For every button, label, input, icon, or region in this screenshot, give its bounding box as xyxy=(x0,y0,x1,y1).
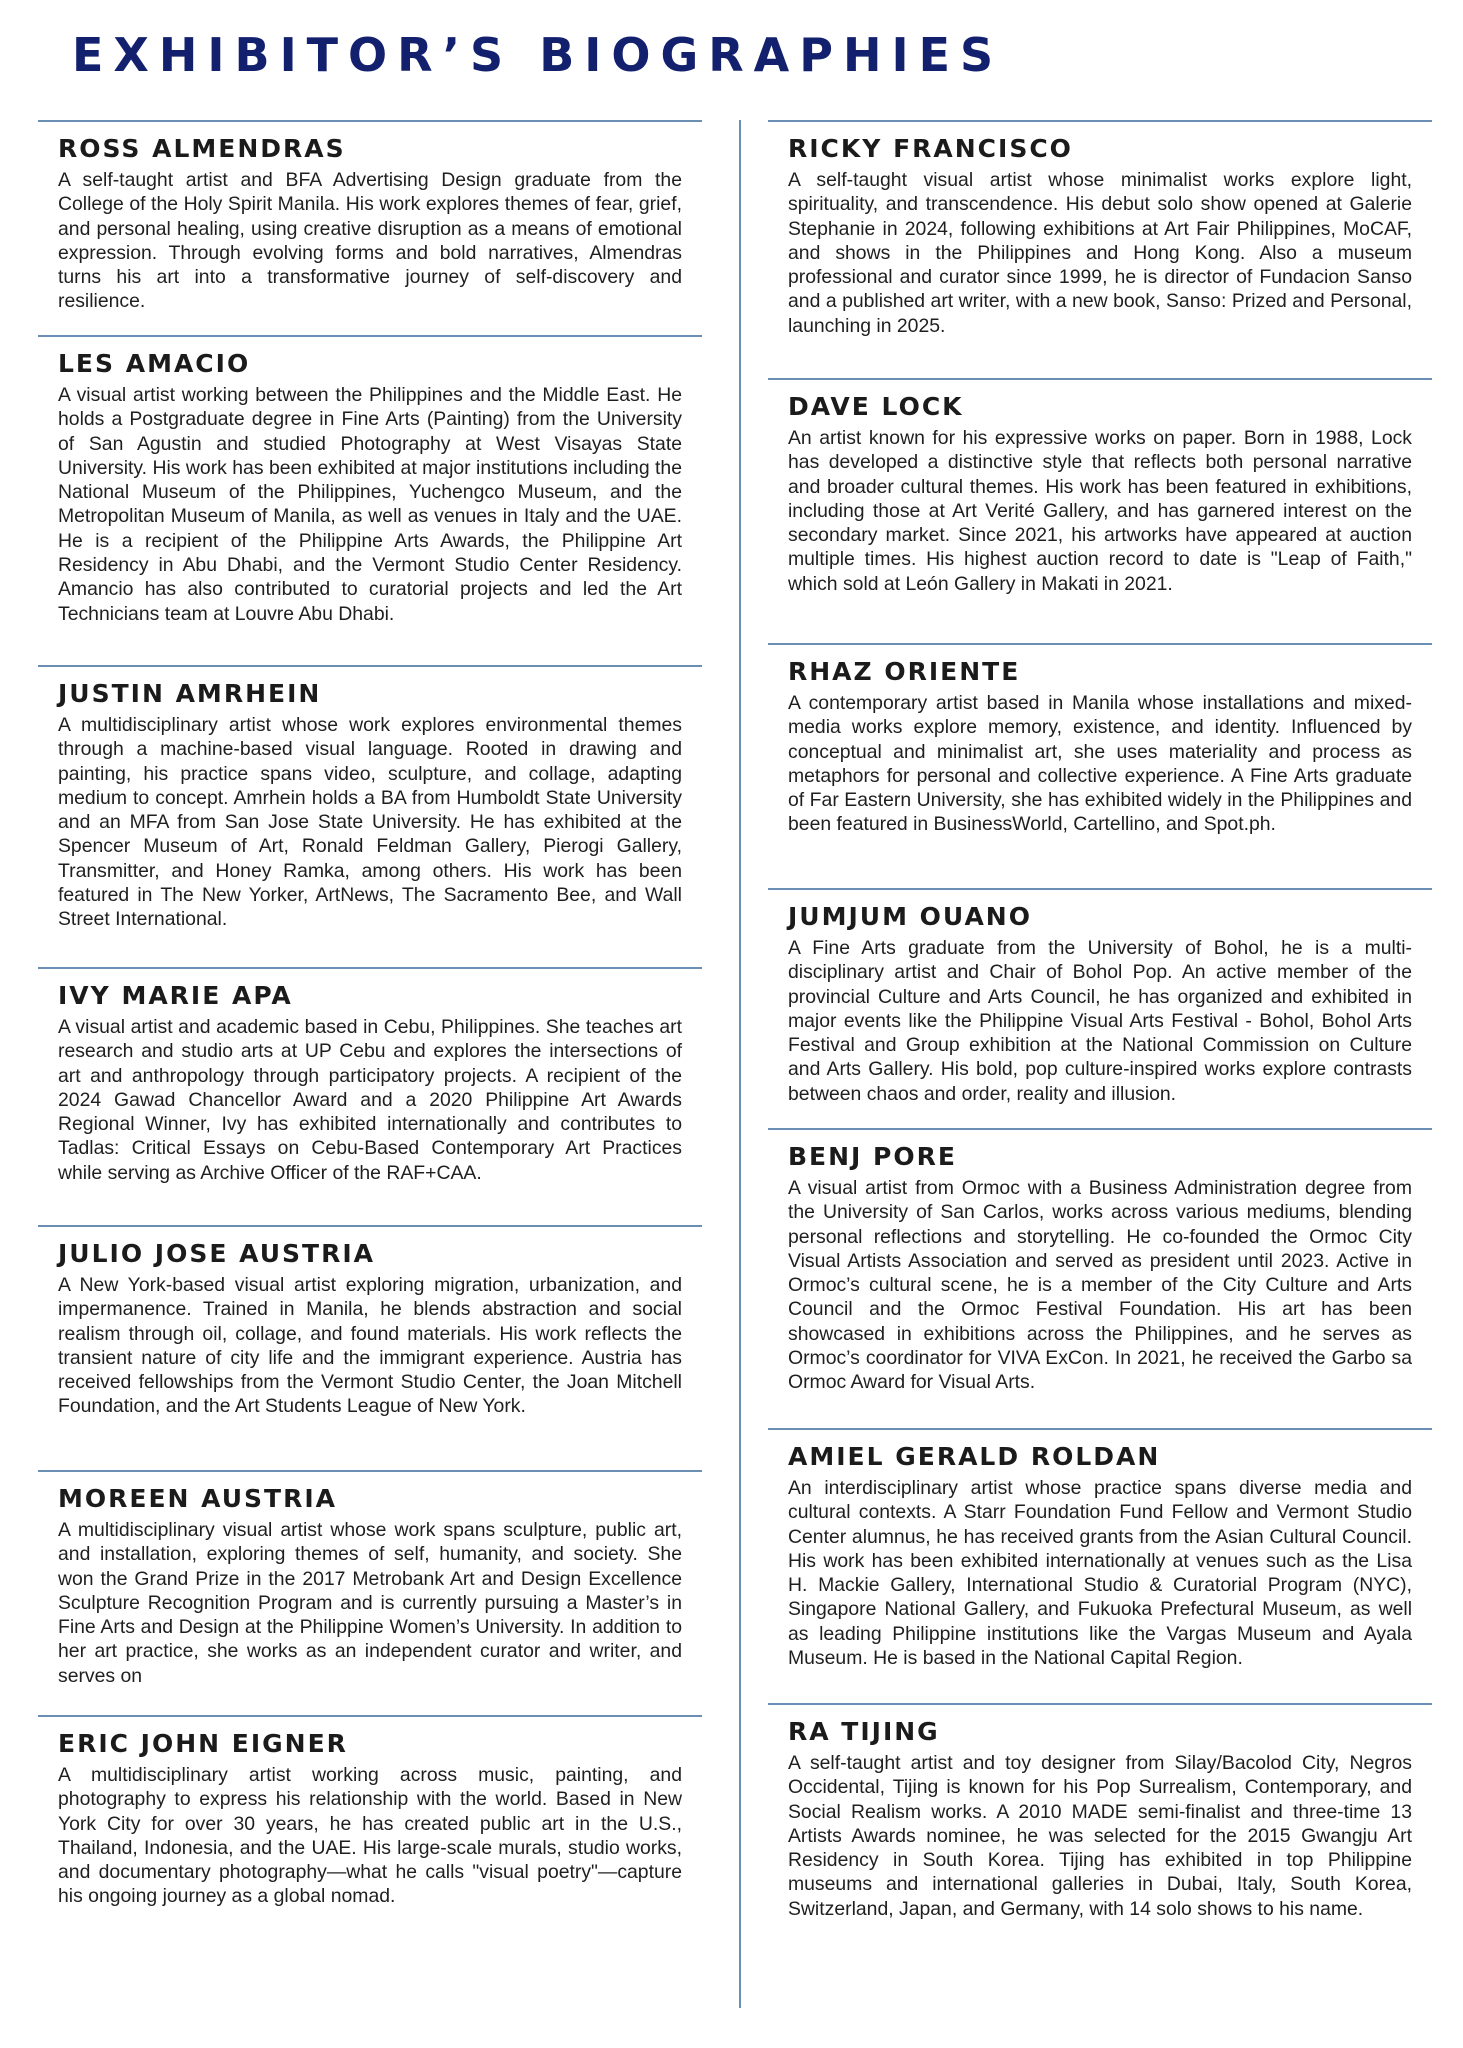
bio-name: RICKY FRANCISCO xyxy=(788,134,1073,163)
bio-julio-jose-austria xyxy=(38,1225,702,1470)
bio-ross-almendras xyxy=(38,120,702,335)
bio-text: A visual artist from Ormoc with a Business Administration degree from the University of San Carlos, works across various mediums, blending personal reflections and storytelling. He co-founded the Ormoc City Visual Artists Association and served as president until 2023. Active in Ormoc’s cultural scene, he is a member of the City Culture and Arts Council and the Ormoc Festival Foundation. His art has been showcased in exhibitions across the Philippines, and he serves as Ormoc’s coordinator for VIVA ExCon. In 2021, he received the Garbo sa Ormoc Award for Visual Arts. xyxy=(788,1177,1412,1394)
page-title: EXHIBITOR’S BIOGRAPHIES xyxy=(72,28,1004,82)
bio-name: ERIC JOHN EIGNER xyxy=(58,1729,348,1758)
bio-amiel-gerald-roldan xyxy=(768,1428,1432,1703)
bio-text: A multidisciplinary visual artist whose work spans sculpture, public art, and installation, exploring themes of self, humanity, and society. She won the Grand Prize in the 2017 Metrobank Art and Design Excellence Sculpture Recognition Program and is currently pursuing a Master’s in Fine Arts and Design at the Philippine Women’s University. In addition to her art practice, she works as an independent curator and writer, and serves on xyxy=(58,1519,682,1687)
bio-name: RHAZ ORIENTE xyxy=(788,657,1021,686)
bio-text: A self-taught visual artist whose minimalist works explore light, spirituality, and transcendence. His debut solo show opened at Galerie Stephanie in 2024, following exhibitions at Art Fair Philippines, MoCAF, and shows in the Philippines and Hong Kong. Also a museum professional and curator since 1999, he is director of Fundacion Sanso and a published art writer, with a new book, Sanso: Prized and Personal, launching in 2025. xyxy=(788,169,1412,337)
bio-les-amacio xyxy=(38,335,702,665)
bio-name: BENJ PORE xyxy=(788,1142,957,1171)
bio-ivy-marie-apa xyxy=(38,967,702,1225)
bio-name: IVY MARIE APA xyxy=(58,981,293,1010)
bio-name: AMIEL GERALD ROLDAN xyxy=(788,1442,1161,1471)
bio-name: LES AMACIO xyxy=(58,349,251,378)
bio-justin-amrhein xyxy=(38,665,702,967)
bio-dave-lock xyxy=(768,378,1432,643)
bio-text: A self-taught artist and BFA Advertising Design graduate from the College of the Holy Spirit Manila. His work explores themes of fear, grief, and personal healing, using creative disruption as a means of emotional expression. Through evolving forms and bold narratives, Almendras turns his art into a transformative journey of self-discovery and resilience. xyxy=(58,169,682,313)
right-column xyxy=(768,120,1432,2003)
bio-text: A visual artist working between the Philippines and the Middle East. He holds a Postgraduate degree in Fine Arts (Painting) from the University of San Agustin and studied Photography at West Visayas State University. His work has been exhibited at major institutions including the National Museum of the Philippines, Yuchengco Museum, and the Metropolitan Museum of Manila, as well as venues in Italy and the UAE. He is a recipient of the Philippine Arts Awards, the Philippine Art Residency in Abu Dhabi, and the Vermont Studio Center Residency. Amancio has also contributed to curatorial projects and led the Art Technicians team at Louvre Abu Dhabi. xyxy=(58,384,682,625)
bio-ra-tijing xyxy=(768,1703,1432,2003)
bio-name: RA TIJING xyxy=(788,1717,940,1746)
bio-jumjum-ouano xyxy=(768,888,1432,1128)
bio-name: JUSTIN AMRHEIN xyxy=(58,679,322,708)
bio-text: A multidisciplinary artist working across music, painting, and photography to express his relationship with the world. Based in New York City for over 30 years, he has created public art in the U.S., Thailand, Indonesia, and the UAE. His large-scale murals, studio works, and documentary photography—what he calls "visual poetry"—capture his ongoing journey as a global nomad. xyxy=(58,1764,682,1908)
bio-ricky-francisco xyxy=(768,120,1432,378)
left-column xyxy=(38,120,702,2008)
bio-text: An interdisciplinary artist whose practice spans diverse media and cultural contexts. A Starr Foundation Fund Fellow and Vermont Studio Center alumnus, he has received grants from the Asian Cultural Council. His work has been exhibited internationally at venues such as the Lisa H. Mackie Gallery, International Studio & Curatorial Program (NYC), Singapore National Gallery, and Fukuoka Prefectural Museum, as well as leading Philippine institutions like the Vargas Museum and Ayala Museum. He is based in the National Capital Region. xyxy=(788,1477,1412,1670)
bio-text: An artist known for his expressive works on paper. Born in 1988, Lock has developed a distinctive style that reflects both personal narrative and broader cultural themes. His work has been featured in exhibitions, including those at Art Verité Gallery, and has garnered interest on the secondary market. Since 2021, his artworks have appeared at auction multiple times. His highest auction record to date is "Leap of Faith," which sold at León Gallery in Makati in 2021. xyxy=(788,427,1412,595)
bio-name: DAVE LOCK xyxy=(788,392,964,421)
column-divider xyxy=(739,120,741,2008)
bio-text: A self-taught artist and toy designer from Silay/Bacolod City, Negros Occidental, Tijing is known for his Pop Surrealism, Contemporary, and Social Realism works. A 2010 MADE semi-finalist and three-time 13 Artists Awards nominee, he was selected for the 2015 Gwangju Art Residency in South Korea. Tijing has exhibited in top Philippine museums and international galleries in Dubai, Italy, South Korea, Switzerland, Japan, and Germany, with 14 solo shows to his name. xyxy=(788,1752,1412,1920)
bio-name: JULIO JOSE AUSTRIA xyxy=(58,1239,375,1268)
bio-text: A New York-based visual artist exploring migration, urbanization, and impermanence. Trained in Manila, he blends abstraction and social realism through oil, collage, and found materials. His work reflects the transient nature of city life and the immigrant experience. Austria has received fellowships from the Vermont Studio Center, the Joan Mitchell Foundation, and the Art Students League of New York. xyxy=(58,1274,682,1418)
bio-rhaz-oriente xyxy=(768,643,1432,888)
bio-moreen-austria xyxy=(38,1470,702,1715)
bio-name: MOREEN AUSTRIA xyxy=(58,1484,338,1513)
bio-text: A visual artist and academic based in Cebu, Philippines. She teaches art research and studio arts at UP Cebu and explores the intersections of art and anthropology through participatory projects. A recipient of the 2024 Gawad Chancellor Award and a 2020 Philippine Art Awards Regional Winner, Ivy has exhibited internationally and contributes to Tadlas: Critical Essays on Cebu-Based Contemporary Art Practices while serving as Archive Officer of the RAF+CAA. xyxy=(58,1016,682,1184)
bio-name: ROSS ALMENDRAS xyxy=(58,134,346,163)
bio-eric-john-eigner xyxy=(38,1715,702,2008)
bio-text: A multidisciplinary artist whose work explores environmental themes through a machine-based visual language. Rooted in drawing and painting, his practice spans video, sculpture, and collage, adapting medium to concept. Amrhein holds a BA from Humboldt State University and an MFA from San Jose State University. He has exhibited at the Spencer Museum of Art, Ronald Feldman Gallery, Pierogi Gallery, Transmitter, and Honey Ramka, among others. His work has been featured in The New Yorker, ArtNews, The Sacramento Bee, and Wall Street International. xyxy=(58,714,682,931)
bio-name: JUMJUM OUANO xyxy=(788,902,1032,931)
bio-text: A contemporary artist based in Manila whose installations and mixed-media works explore memory, existence, and identity. Influenced by conceptual and minimalist art, she uses materiality and process as metaphors for personal and collective experience. A Fine Arts graduate of Far Eastern University, she has exhibited widely in the Philippines and been featured in BusinessWorld, Cartellino, and Spot.ph. xyxy=(788,692,1412,836)
bio-text: A Fine Arts graduate from the University of Bohol, he is a multi-disciplinary artist and Chair of Bohol Pop. An active member of the provincial Culture and Arts Council, he has organized and exhibited in major events like the Philippine Visual Arts Festival - Bohol, Bohol Arts Festival and Group exhibition at the National Commission on Culture and Arts Gallery. His bold, pop culture-inspired works explore contrasts between chaos and order, reality and illusion. xyxy=(788,937,1412,1105)
bio-benj-pore xyxy=(768,1128,1432,1428)
